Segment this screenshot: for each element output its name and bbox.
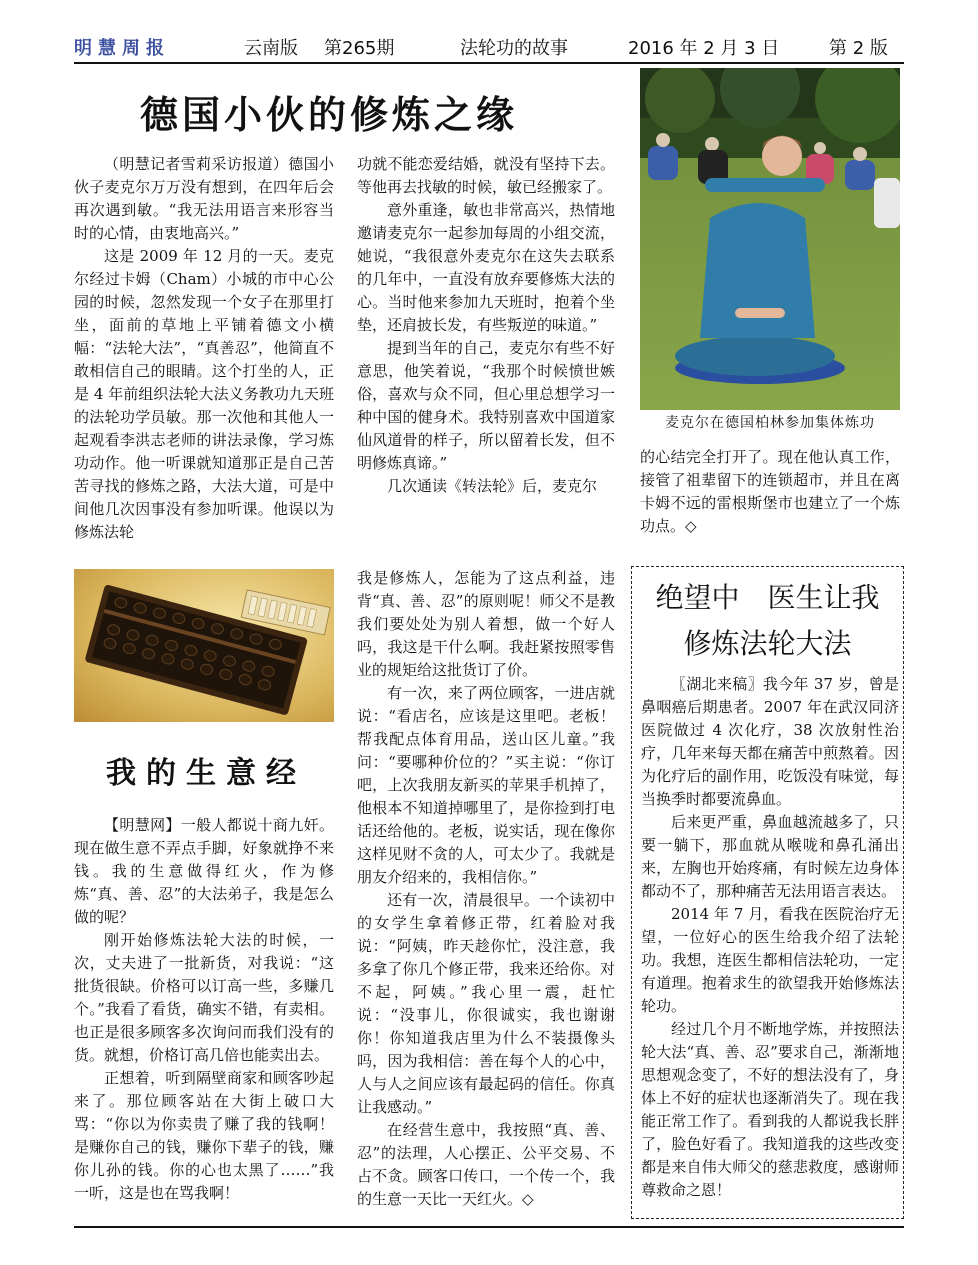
article1-column-3: [640, 446, 900, 538]
masthead: [74, 34, 904, 60]
paragraph: 2014 年 7 月，看我在医院治疗无望，一位好心的医生给我介绍了法轮功。我想，连医生都相信法轮功，一定有道理。抱着求生的欲望我开始修炼法轮功。: [641, 905, 899, 1015]
abacus-photo: [74, 569, 334, 722]
paragraph: 正想着，听到隔壁商家和顾客吵起来了。那位顾客站在大街上破口大骂：“你以为你卖贵了赚了我的钱啊！是赚你自己的钱，赚你下辈子的钱，赚你儿孙的钱。你的心也太黑了……”我一听，这是也在骂我啊！: [74, 1069, 334, 1202]
meditation-photo-graphic: [640, 68, 900, 410]
footer-rule: [74, 1226, 904, 1228]
article1-title: 德国小伙的修炼之缘: [140, 93, 519, 137]
paragraph: 在经营生意中，我按照“真、善、忍”的法理，人心摆正、公平交易、不占不贪。顾客口传口，一个传一个，我的生意一天比一天红火。◇: [357, 1121, 615, 1208]
article2-title: 我的生意经: [106, 756, 306, 791]
paragraph: （明慧记者雪莉采访报道）德国小伙子麦克尔万万没有想到，在四年后会再次遇到敏。“我无法用语言来形容当时的心情，由衷地高兴。”: [74, 155, 334, 242]
paragraph: 【明慧网】一般人都说十商九奸。现在做生意不弄点手脚，好象就挣不来钱。我的生意做得红火，作为修炼“真、善、忍”的大法弟子，我是怎么做的呢？: [74, 816, 334, 926]
meditation-photo: [640, 68, 900, 410]
article3-title-line2: 修炼法轮大法: [683, 627, 852, 660]
paragraph: 提到当年的自己，麦克尔有些不好意思，他笑着说，“我那个时候愤世嫉俗，喜欢与众不同，但心里总想学习一种中国的健身术。我特别喜欢中国道家仙风道骨的样子，所以留着长发，但不明修炼真谛。”: [357, 339, 615, 472]
masthead-issue: 第265期: [324, 38, 395, 59]
masthead-theme: 法轮功的故事: [460, 38, 568, 59]
masthead-page: 第 2 版: [829, 38, 888, 59]
paragraph: 经过几个月不断地学炼，并按照法轮大法“真、善、忍”要求自己，渐渐地思想观念变了，不好的想法没有了，身体上不好的症状也逐渐消失了。现在我能正常工作了。看到我的人都说我长胖了，脸色好看了。我知道我的这些改变都是来自伟大师父的慈悲救度，感谢师尊救命之恩！: [641, 1020, 899, 1199]
paragraph: 有一次，来了两位顾客，一进店就说：“看店名，应该是这里吧。老板！帮我配点体育用品，送山区儿童。”我问：“要哪种价位的？”买主说：“你订吧，上次我朋友新买的苹果手机掉了，他根本不知道掉哪里了，是你捡到打电话还给他的。老板，说实话，现在像你这样见财不贪的人，可太少了。我就是朋友介绍来的，我相信你。”: [357, 684, 615, 886]
paragraph: 的心结完全打开了。现在他认真工作，接管了祖辈留下的连锁超市，并且在离卡姆不远的雷根斯堡市也建立了一个炼功点。◇: [640, 448, 900, 535]
article1-column-2: [357, 153, 615, 498]
article3-title-line1: 绝望中 医生让我: [655, 581, 880, 614]
paragraph: 这是 2009 年 12 月的一天。麦克尔经过卡姆（Cham）小城的市中心公园的时候，忽然发现一个女子在那里打坐，面前的草地上平铺着德文小横幅：“法轮大法”，“真善忍”，他简直不敢相信自己的眼睛。这个打坐的人，正是 4 年前组织法轮大法义务教功九天班的法轮功学员敏。那一次他和其他人一起观看李洪志老师的讲法录像，学习炼功动作。他一听课就知道那正是自己苦苦寻找的修炼之路，大法大道，可是中间他几次因事没有参加听课。他误以为修炼法轮: [74, 247, 334, 541]
paragraph: 后来更严重，鼻血越流越多了，只要一躺下，那血就从喉咙和鼻孔涌出来，左胸也开始疼痛，有时候左边身体都动不了，那种痛苦无法用语言表达。: [641, 813, 899, 900]
paragraph: 刚开始修炼法轮大法的时候，一次，丈夫进了一批新货，对我说：“这批货很缺。价格可以订高一些，多赚几个。”我看了看货，确实不错，有卖相。也正是很多顾客多次询问而我们没有的货。就想，价格订高几倍也能卖出去。: [74, 931, 334, 1064]
masthead-edition: 云南版: [244, 38, 298, 59]
paragraph: 功就不能恋爱结婚，就没有坚持下去。等他再去找敏的时候，敏已经搬家了。: [357, 155, 615, 196]
article2-column-2: [357, 567, 615, 1211]
abacus-photo-graphic: [74, 569, 334, 722]
article1-column-1: [74, 153, 334, 544]
photo-caption: 麦克尔在德国柏林参加集体炼功: [665, 415, 875, 431]
paragraph: 〖湖北来稿〗我今年 37 岁，曾是鼻咽癌后期患者。2007 年在武汉同济医院做过 4 次化疗，38 次放射性治疗，几年来每天都在痛苦中煎熬着。因为化疗后的副作用，吃饭没有味觉，每当换季时都要流鼻血。: [641, 675, 899, 808]
paragraph: 几次通读《转法轮》后，麦克尔: [387, 477, 598, 495]
article2-column-1: [74, 814, 334, 1205]
paragraph: 意外重逢，敏也非常高兴，热情地邀请麦克尔一起参加每周的小组交流，她说，“我很意外麦克尔在这失去联系的几年中，一直没有放弃要修炼大法的心。当时他来参加九天班时，抱着个坐垫，还肩披长发，有些叛逆的味道。”: [357, 201, 615, 334]
article3-body: [641, 673, 899, 1202]
masthead-date: 2016 年 2 月 3 日: [628, 38, 780, 59]
paragraph: 还有一次，清晨很早。一个读初中的女学生拿着修正带，红着脸对我说：“阿姨，昨天趁你忙，没注意，我多拿了你几个修正带，我来还给你。对不起，阿姨。”我心里一震，赶忙说：“没事儿，你很诚实，我也谢谢你！你知道我店里为什么不装摄像头吗，因为我相信：善在每个人的心中，人与人之间应该有最起码的信任。你真让我感动。”: [357, 891, 615, 1116]
masthead-brand: 明慧周报: [74, 38, 170, 59]
paragraph: 我是修炼人，怎能为了这点利益，违背“真、善、忍”的原则呢！师父不是教我们要处处为别人着想，做一个好人吗，我这是干什么啊。我赶紧按照零售业的规矩给这批货订了价。: [357, 569, 615, 679]
article3-box: [631, 566, 904, 1219]
header-rule: [74, 62, 904, 64]
